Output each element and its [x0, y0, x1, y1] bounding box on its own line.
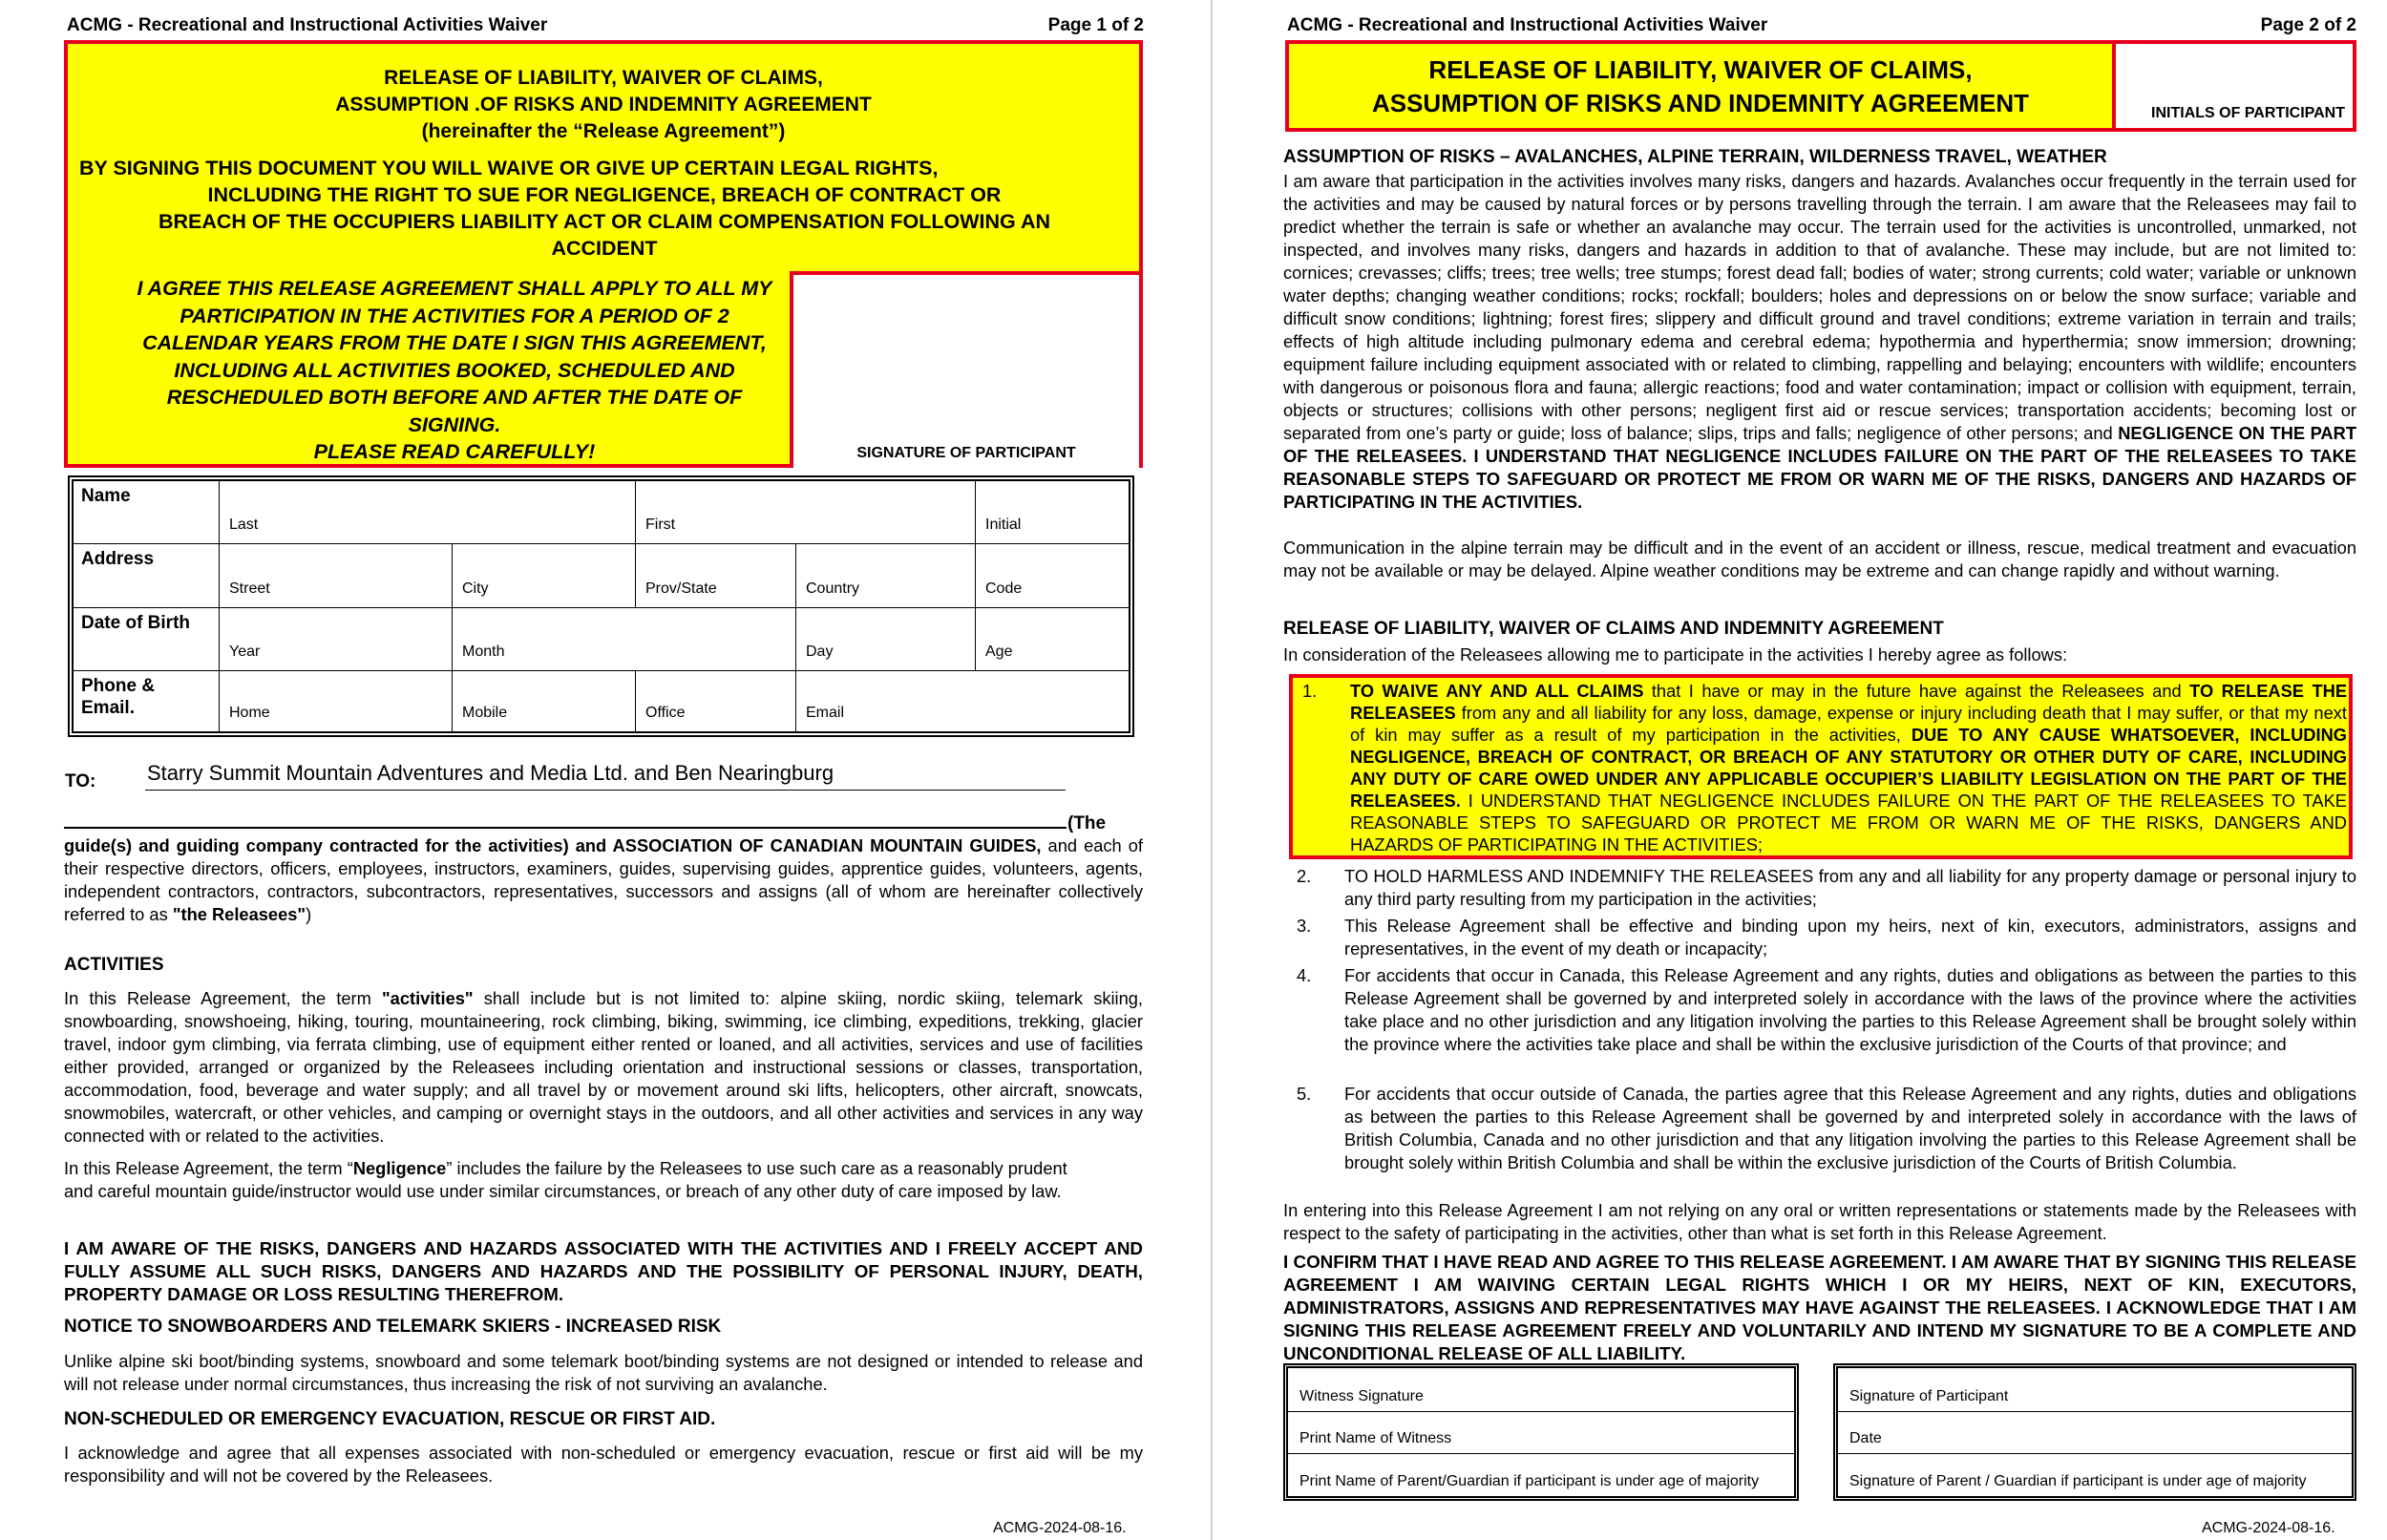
country-field[interactable]	[795, 544, 975, 607]
agree-line: SIGNING.	[408, 412, 501, 436]
address-row	[74, 544, 1129, 608]
participant-signature-field[interactable]	[1838, 1368, 2352, 1412]
text: In this Release Agreement, the term “	[64, 1158, 353, 1178]
field-label: Month	[462, 643, 505, 660]
initial-field[interactable]	[975, 481, 1129, 543]
clause-3	[1297, 915, 2356, 960]
address-label: Address	[81, 549, 155, 569]
bold-text: guide(s) and guiding company contracted for the activities) and ASSOCIATION OF CANADIAN MOUNTAIN GUIDES,	[64, 835, 1042, 855]
mobile-phone-field[interactable]	[452, 671, 635, 731]
guardian-signature-field[interactable]	[1838, 1454, 2352, 1496]
agree-line: PLEASE READ CAREFULLY!	[313, 440, 596, 463]
street-field[interactable]	[219, 544, 452, 607]
agree-line: INCLUDING ALL ACTIVITIES BOOKED, SCHEDULED AND	[174, 358, 735, 382]
document-code: ACMG-2024-08-16.	[2202, 1520, 2335, 1536]
text: that I have or may in the future have against the Releasees and	[1643, 681, 2190, 701]
home-phone-field[interactable]	[219, 671, 452, 731]
field-label: First	[645, 517, 676, 533]
the-label: (The	[1067, 813, 1107, 833]
bold-text: TO RELEASE THE RELEASEES	[1350, 681, 2348, 723]
communication-paragraph: Communication in the alpine terrain may be difficult and in the event of an accident or illness, rescue, medical treatment and evacuation may not be available or may be delayed. Alpine weather conditions may be extreme and can change rapidly and without warning.	[1283, 538, 2356, 580]
clause-number: 1.	[1302, 681, 1318, 701]
text: For accidents that occur in Canada, this Release Agreement and any rights, duties and obligations as between the parties to this Release Agreement shall be governed by and interpreted solely in accordance with the laws of the province where the activities take place and no other jurisdiction and any litigation involving the parties to this Release Agreement shall be brought solely within the province where the activities take place and shall be within the exclusive jurisdiction of the Courts of that province; and	[1344, 965, 2356, 1054]
page-header	[1287, 15, 2356, 36]
contact-row	[74, 671, 1129, 731]
witness-name-field[interactable]	[1288, 1412, 1794, 1454]
participant-info-table	[68, 475, 1134, 737]
month-field[interactable]	[452, 608, 795, 670]
title-line: ASSUMPTION OF RISKS AND INDEMNITY AGREEMENT	[1371, 89, 2030, 117]
clause-2	[1297, 865, 2356, 911]
phone-email-label	[81, 675, 155, 719]
page-2	[1213, 0, 2387, 1540]
page-header	[67, 15, 1144, 36]
clause-5	[1297, 1083, 2356, 1174]
awareness-statement: I AM AWARE OF THE RISKS, DANGERS AND HAZARDS ASSOCIATED WITH THE ACTIVITIES AND I FREELY ACCEPT AND FULLY ASSUME ALL SUCH RISKS, DANGERS AND HAZARDS AND THE POSSIBILITY OF PERSONAL INJURY, DEATH, PROPERTY DAMAGE OR LOSS RESULTING THEREFROM.	[64, 1238, 1143, 1304]
evacuation-paragraph: I acknowledge and agree that all expenses associated with non-scheduled or emergency evacuation, rescue or first aid will be my responsibility and will not be covered by the Releasees.	[64, 1443, 1143, 1486]
releasees-definition	[64, 834, 1143, 926]
dob-row	[74, 608, 1129, 671]
clause-number: 3.	[1297, 916, 1312, 936]
field-label: Code	[985, 580, 1023, 597]
clause-number: 5.	[1297, 1084, 1312, 1104]
text: and each of their respective directors, officers, employees, instructors, examiners, guides, supervising guides, apprentice guides, volunteers, agents, independent contractors, contractors, subcontractors, representatives, successors and assigns (all of whom are hereinafter collectively referred to as	[64, 835, 1143, 924]
text: ” includes the failure by the Releasees to use such care as a reasonably prudent and careful mountain guide/instructor would use under similar circumstances, or breach of any other duty of care imposed by law.	[64, 1158, 1067, 1201]
field-label: Year	[229, 643, 261, 660]
clause-1	[1302, 680, 2347, 855]
representations-paragraph: In entering into this Release Agreement I am not relying on any oral or written representations or statements made by the Releasees with respect to the safety of participating in the activities, other than what is set forth in this Release Agreement.	[1283, 1200, 2356, 1243]
text: )	[306, 904, 312, 924]
two-year-agreement	[81, 275, 828, 466]
clause-number: 2.	[1297, 866, 1312, 886]
blank-line	[64, 827, 1067, 829]
email-field[interactable]	[795, 671, 1129, 731]
first-name-field[interactable]	[635, 481, 975, 543]
name-label: Name	[81, 486, 131, 506]
age-field[interactable]	[975, 608, 1129, 670]
year-field[interactable]	[219, 608, 452, 670]
release-heading: RELEASE OF LIABILITY, WAIVER OF CLAIMS AND INDEMNITY AGREEMENT	[1283, 619, 1944, 639]
name-row	[74, 481, 1129, 544]
initials-label: INITIALS OF PARTICIPANT	[2151, 105, 2345, 121]
warning-line: INCLUDING THE RIGHT TO SUE FOR NEGLIGENCE, BREACH OF CONTRACT OR	[207, 183, 1002, 206]
office-phone-field[interactable]	[635, 671, 795, 731]
clause-4	[1297, 964, 2356, 1056]
agree-line: PARTICIPATION IN THE ACTIVITIES FOR A PERIOD OF 2	[180, 304, 729, 327]
participant-signature-table	[1833, 1363, 2356, 1501]
waiver-clause-highlight	[1289, 674, 2353, 859]
warning-line: BY SIGNING THIS DOCUMENT YOU WILL WAIVE OR GIVE UP CERTAIN LEGAL RIGHTS,	[79, 157, 939, 179]
agree-line: RESCHEDULED BOTH BEFORE AND AFTER THE DATE OF	[166, 386, 743, 409]
header-title: ACMG - Recreational and Instructional Activities Waiver	[1287, 15, 1768, 35]
last-name-field[interactable]	[219, 481, 635, 543]
field-label: Home	[229, 705, 270, 721]
bold-text: DUE TO ANY CAUSE WHATSOEVER, INCLUDING NEGLIGENCE, BREACH OF CONTRACT, OR BREACH OF ANY STATUTORY OR OTHER DUTY OF CARE, INCLUDING ANY DUTY OF CARE OWED UNDER ANY APPLICABLE OCCUPIER’S LIABILITY LEGISLATION ON THE PART OF THE RELEASEES.	[1350, 725, 2347, 811]
bold-term: "the Releasees"	[172, 904, 306, 924]
date-field[interactable]	[1838, 1412, 2352, 1454]
field-label: Country	[806, 580, 860, 597]
witness-signature-field[interactable]	[1288, 1368, 1794, 1412]
signature-label: SIGNATURE OF PARTICIPANT	[856, 445, 1076, 461]
field-label: Initial	[985, 517, 1022, 533]
text: I UNDERSTAND THAT NEGLIGENCE INCLUDES FAILURE ON THE PART OF THE RELEASEES TO TAKE REASONABLE STEPS TO SAFEGUARD OR PROTECT ME FROM OR WARN ME OF THE RISKS, DANGERS AND HAZARDS OF PARTICIPATING IN THE ACTIVITIES;	[1350, 791, 2347, 854]
title-block	[1285, 40, 2356, 132]
page-number: Page 1 of 2	[1047, 15, 1144, 35]
bold-text: TO WAIVE ANY AND ALL CLAIMS	[1350, 681, 1644, 701]
field-label: Mobile	[462, 705, 508, 721]
field-label: City	[462, 580, 489, 597]
guardian-name-field[interactable]	[1288, 1454, 1794, 1496]
warning-line: ACCIDENT	[551, 237, 658, 260]
field-label: Age	[985, 643, 1013, 660]
label-line: Phone &	[81, 676, 156, 696]
header-title: ACMG - Recreational and Instructional Activities Waiver	[67, 15, 548, 35]
field-label: Office	[645, 705, 686, 721]
page-number: Page 2 of 2	[2260, 15, 2356, 35]
document-code: ACMG-2024-08-16.	[993, 1520, 1127, 1536]
text: from any and all liability for any loss, damage, expense or injury including death that I may suffer, or that my next of kin may suffer as a result of my participation in the activities,	[1350, 703, 2347, 745]
snowboard-paragraph: Unlike alpine ski boot/binding systems, snowboard and some telemark boot/binding systems are not designed or intended to release and will not release under normal circumstances, thus increasing the risk of not surviving an avalanche.	[64, 1351, 1143, 1394]
field-label: Print Name of Witness	[1299, 1430, 1452, 1446]
witness-signature-table	[1283, 1363, 1799, 1501]
clause-number: 4.	[1297, 965, 1312, 985]
field-label: Witness Signature	[1299, 1388, 1424, 1404]
to-label: TO:	[65, 771, 96, 791]
activities-heading: ACTIVITIES	[64, 955, 164, 975]
agreement-title	[1289, 44, 2116, 128]
agree-line: I AGREE THIS RELEASE AGREEMENT SHALL APPLY TO ALL MY	[137, 277, 772, 300]
bold-text: NEGLIGENCE ON THE PART OF THE RELEASEES. I UNDERSTAND THAT NEGLIGENCE INCLUDES FAILURE ON THE PART OF THE RELEASEES TO TAKE REASONABLE STEPS TO SAFEGUARD OR PROTECT ME FROM OR WARN ME OF THE RISKS, DANGERS AND HAZARDS OF PARTICIPATING IN THE ACTIVITIES.	[1283, 423, 2356, 512]
snowboard-heading: NOTICE TO SNOWBOARDERS AND TELEMARK SKIERS - INCREASED RISK	[64, 1317, 722, 1337]
field-label: Last	[229, 517, 259, 533]
participant-signature-box[interactable]	[790, 271, 1139, 468]
to-releasee-field[interactable]: Starry Summit Mountain Adventures and Media Ltd. and Ben Nearingburg	[145, 761, 1066, 791]
negligence-paragraph	[64, 1157, 1095, 1203]
text: I am aware that participation in the activities involves many risks, dangers and hazards. Avalanches occur frequently in the terrain used for the activities and may be caused by natural forces or by persons travelling through the terrain. I am aware that the Releasees may fail to predict whether the terrain is safe or whether an avalanche may occur. The terrain used for the activities is uncontrolled, unmarked, not inspected, and involves many risks, dangers and hazards in addition to that of avalanche. These may include, but are not limited to: cornices; crevasses; cliffs; trees; tree wells; tree stumps; forest dead fall; bodies of water; strong currents; cold water; variable or unknown water depths; changing weather conditions; rocks; rockfall; boulders; holes and depressions on or below the snow surface; variable and difficult snow conditions; lightning; forest fires; slippery and difficult ground and travel conditions; extreme variation in terrain and trails; effects of high altitude including pulmonary edema and cerebral edema; hypothermia and hyperthermia; snow immersion; drowning; equipment failure including equipment associated with or related to climbing, rappelling and belaying; encounters with wildlife; encounters with dangerous or poisonous flora and fauna; allergic reactions; food and water contamination; impact or collision with equipment, terrain, objects or structures; collisions with other persons; negligent first aid or rescue services; transportation accidents; becoming lost or separated from one’s party or guide; loss of balance; slips, trips and falls; negligence of other persons; and	[1283, 171, 2356, 443]
participant-initials-box[interactable]	[2116, 44, 2353, 128]
field-label: Prov/State	[645, 580, 717, 597]
risks-paragraph	[1283, 170, 2356, 514]
prov-state-field[interactable]	[635, 544, 795, 607]
field-label: Email	[806, 705, 845, 721]
title-line: RELEASE OF LIABILITY, WAIVER OF CLAIMS,	[384, 67, 823, 89]
field-label: Street	[229, 580, 270, 597]
postal-code-field[interactable]	[975, 544, 1129, 607]
warning-line: BREACH OF THE OCCUPIERS LIABILITY ACT OR CLAIM COMPENSATION FOLLOWING AN	[158, 210, 1051, 233]
title-line: (hereinafter the “Release Agreement”)	[421, 120, 786, 142]
field-label: Print Name of Parent/Guardian if participant is under age of majority	[1299, 1473, 1760, 1489]
text: shall include but is not limited to: alpine skiing, nordic skiing, telemark skiing, snowboarding, snowshoeing, hiking, touring, mountaineering, rock climbing, biking, swimming, ice climbing, expeditions, trekking, glacier travel, indoor gym climbing, via ferrata climbing, use of equipment either rented or loaned, and all activities, services and use of facilities either provided, arranged or organized by the Releasees including orientation and instructional sessions or classes, transportation, accommodation, food, beverage and water supply; and all travel by or movement around ski lifts, helicopters, other aircraft, snowcats, snowmobiles, watercraft, or other vehicles, and camping or overnight stays in the outdoors, and all other activities and services in any way connected with or related to the activities.	[64, 988, 1144, 1146]
title-line: RELEASE OF LIABILITY, WAIVER OF CLAIMS,	[1428, 55, 1973, 84]
title-line: ASSUMPTION .OF RISKS AND INDEMNITY AGREEMENT	[335, 94, 872, 116]
activities-paragraph	[64, 987, 1143, 1148]
agreement-title	[68, 65, 1139, 145]
legal-rights-warning	[79, 155, 1130, 262]
text: In this Release Agreement, the term	[64, 988, 382, 1008]
field-label: Signature of Participant	[1849, 1388, 2009, 1404]
text: TO HOLD HARMLESS AND INDEMNIFY THE RELEASEES from any and all liability for any property damage or personal injury to any third party resulting from my participation in the activities;	[1344, 866, 2356, 909]
bold-term: Negligence	[352, 1158, 447, 1178]
city-field[interactable]	[452, 544, 635, 607]
text: This Release Agreement shall be effective and binding upon my heirs, next of kin, executors, administrators, assigns and representatives, in the event of my death or incapacity;	[1344, 916, 2356, 959]
field-label: Signature of Parent / Guardian if participant is under age of majority	[1849, 1473, 2307, 1489]
evacuation-heading: NON-SCHEDULED OR EMERGENCY EVACUATION, RESCUE OR FIRST AID.	[64, 1409, 716, 1429]
day-field[interactable]	[795, 608, 975, 670]
bold-term: "activities"	[381, 988, 474, 1008]
field-label: Date	[1849, 1430, 1882, 1446]
label-line: Email.	[81, 698, 135, 718]
consideration-paragraph: In consideration of the Releasees allowing me to participate in the activities I hereby agree as follows:	[1283, 644, 2068, 665]
agree-line: CALENDAR YEARS FROM THE DATE I SIGN THIS AGREEMENT,	[142, 331, 767, 354]
dob-label: Date of Birth	[81, 613, 190, 633]
field-label: Day	[806, 643, 834, 660]
warning-block	[64, 40, 1143, 468]
text: For accidents that occur outside of Canada, the parties agree that this Release Agreement and any rights, duties and obligations as between the parties to this Release Agreement shall be governed by and interpreted solely in accordance with the laws of British Columbia, Canada and no other jurisdiction and that any litigation involving the parties to this Release Agreement shall be brought solely within British Columbia and shall be within the exclusive jurisdiction of the Courts of British Columbia.	[1344, 1084, 2356, 1172]
risks-heading: ASSUMPTION OF RISKS – AVALANCHES, ALPINE TERRAIN, WILDERNESS TRAVEL, WEATHER	[1283, 147, 2107, 167]
confirmation-statement: I CONFIRM THAT I HAVE READ AND AGREE TO THIS RELEASE AGREEMENT. I AM AWARE THAT BY SIGNING THIS RELEASE AGREEMENT I AM WAIVING CERTAIN LEGAL RIGHTS WHICH I OR MY HEIRS, NEXT OF KIN, EXECUTORS, ADMINISTRATORS, ASSIGNS AND REPRESENTATIVES MAY HAVE AGAINST THE RELEASEES. I ACKNOWLEDGE THAT I AM SIGNING THIS RELEASE AGREEMENT FREELY AND VOLUNTARILY AND INTEND MY SIGNATURE TO BE A COMPLETE AND UNCONDITIONAL RELEASE OF ALL LIABILITY.	[1283, 1252, 2356, 1363]
